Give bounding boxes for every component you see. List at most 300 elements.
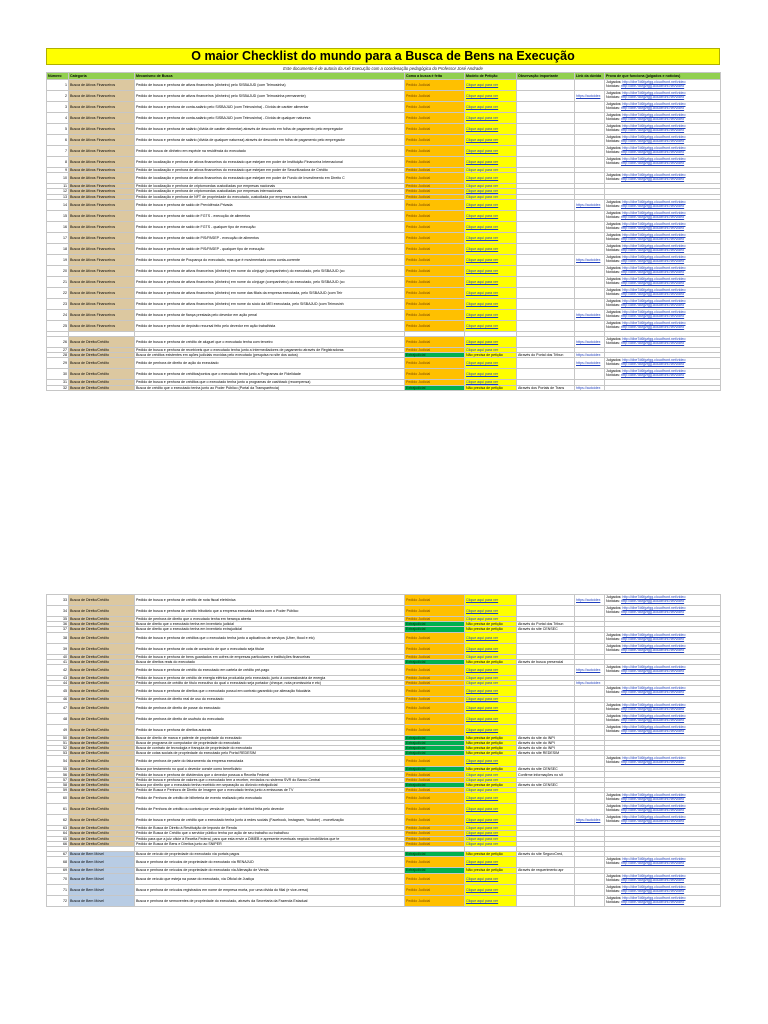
row-mechanism: Pedido de busca e penhora de valores que o executado tem a receber, enviados no sistema SVR do Banco Central [135, 777, 405, 782]
row-observation [517, 135, 575, 146]
row-number: 45 [47, 686, 69, 697]
row-mechanism: Pedido de busca e penhora de ativos financeiros (dinheiro) em nome do cônjuge (companheiro) do executado, pelo SISBAJUD (co [135, 276, 405, 287]
row-category: Busca de Ativos Financeiros [69, 146, 135, 157]
row-method: Extrajudicial [405, 868, 465, 873]
doubt-link[interactable]: https://autoidex [575, 91, 605, 102]
proof-label: Notícias: [606, 717, 620, 722]
petition-model-link[interactable]: Clique aqui para ver [465, 80, 517, 91]
doubt-link [575, 265, 605, 276]
row-number: 11 [47, 184, 69, 189]
petition-model-link[interactable]: Clique aqui para ver [465, 232, 517, 243]
row-method: Pedido Judicial [405, 606, 465, 617]
proof-link[interactable]: http://dbe7d6fgzfgg.cloudfront.net/video [620, 668, 685, 673]
proof-link[interactable]: http://dbe7d6fgzfgg.cloudfront.net/video [622, 756, 686, 761]
row-mechanism: Pedido de busca e penhora de crédito tributário que a empresa executada tenha com o Poder Público [135, 606, 405, 617]
petition-model-link[interactable]: Clique aqui para ver [465, 826, 517, 831]
proof-link[interactable]: http://dbe7d6fgzfgg.cloudfront.net/video [620, 728, 685, 733]
proof-link[interactable]: http://dbe7d6fgzfgg.cloudfront.net/video [622, 254, 686, 259]
proof-link[interactable]: http://dbe7d6fgzfgg.cloudfront.net/video [620, 819, 685, 824]
row-observation [517, 287, 575, 298]
proof-link[interactable]: http://dbe7d6fgzfgg.cloudfront.net/video [622, 298, 686, 303]
proof-link[interactable]: http://dbe7d6fgzfgg.cloudfront.net/video [622, 686, 686, 691]
doubt-link[interactable]: https://autoidex [575, 595, 605, 606]
proof-links [605, 243, 721, 254]
proof-label: Notícias: [606, 808, 620, 813]
petition-model-link[interactable]: Clique aqui para ver [465, 681, 517, 686]
proof-link[interactable]: http://dbe7d6fgzfgg.cloudfront.net/video [622, 80, 686, 85]
row-observation [517, 146, 575, 157]
proof-link[interactable]: http://dbe7d6fgzfgg.cloudfront.net/video [620, 877, 685, 882]
proof-label: Julgados: [606, 713, 622, 718]
proof-link[interactable]: http://dbe7d6fgzfgg.cloudfront.net/video [622, 173, 686, 178]
petition-model-link[interactable]: Clique aqui para ver [465, 91, 517, 102]
petition-model-link[interactable]: Clique aqui para ver [465, 595, 517, 606]
petition-model-link[interactable]: Clique aqui para ver [465, 199, 517, 210]
doubt-link[interactable]: https://autoidex [575, 254, 605, 265]
proof-label: Julgados: [606, 686, 622, 691]
doubt-link[interactable]: https://autoidex [575, 385, 605, 390]
proof-line-noticias [606, 730, 719, 734]
row-number: 16 [47, 221, 69, 232]
row-method: Pedido Judicial [405, 80, 465, 91]
doubt-link[interactable]: https://autoidex [575, 199, 605, 210]
petition-model-link[interactable]: Clique aqui para ver [465, 654, 517, 659]
row-number: 66 [47, 841, 69, 846]
row-number: 24 [47, 309, 69, 320]
row-mechanism: Busca de direito de marca e patente de propriedade do executado [135, 735, 405, 740]
row-observation [517, 606, 575, 617]
petition-model-status: Não precisa de petição [465, 868, 517, 873]
header-row [47, 73, 721, 80]
proof-link[interactable]: http://dbe7d6fgzfgg.cloudfront.net/video [620, 203, 685, 208]
proof-line-noticias [606, 719, 719, 723]
row-category: Busca de Direito/Crédito [69, 675, 135, 680]
row-category: Busca de Direito/Crédito [69, 606, 135, 617]
proof-link[interactable]: http://dbe7d6fgzfgg.cloudfront.net/video [622, 276, 686, 281]
petition-model-link[interactable]: Clique aqui para ver [465, 146, 517, 157]
row-number: 26 [47, 336, 69, 347]
proof-link[interactable]: http://dbe7d6fgzfgg.cloudfront.net/video [620, 647, 685, 652]
doubt-link[interactable]: https://autoidex [575, 309, 605, 320]
row-number: 29 [47, 358, 69, 369]
proof-link[interactable]: http://dbe7d6fgzfgg.cloudfront.net/video [620, 280, 685, 285]
row-observation [517, 157, 575, 168]
proof-link[interactable]: http://dbe7d6fgzfgg.cloudfront.net/video [620, 247, 685, 252]
row-category: Busca de Ativos Financeiros [69, 91, 135, 102]
petition-model-link[interactable]: Clique aqui para ver [465, 243, 517, 254]
proof-link[interactable]: http://dbe7d6fgzfgg.cloudfront.net/video [620, 214, 685, 219]
petition-model-link[interactable]: Clique aqui para ver [465, 320, 517, 331]
header-numero: Número [47, 73, 69, 80]
petition-model-link[interactable]: Clique aqui para ver [465, 724, 517, 735]
row-category: Busca de Direito/Crédito [69, 782, 135, 787]
petition-model-link[interactable]: Clique aqui para ver [465, 793, 517, 804]
proof-link[interactable]: http://dbe7d6fgzfgg.cloudfront.net/video [620, 899, 685, 904]
header-modelo: Modelo de Petição [465, 73, 517, 80]
table-row [47, 221, 721, 232]
row-number: 20 [47, 265, 69, 276]
proof-links [605, 102, 721, 113]
proof-link[interactable]: http://dbe7d6fgzfgg.cloudfront.net/video [620, 161, 685, 165]
petition-model-link[interactable]: Clique aqui para ver [465, 772, 517, 777]
page-subtitle: Este documento é de autoria da Axé Execução com a coordenação pedagógica do Professor José Andrade [283, 66, 483, 71]
proof-link[interactable]: http://dbe7d6fgzfgg.cloudfront.net/video [622, 358, 686, 363]
proof-link[interactable]: http://dbe7d6fgzfgg.cloudfront.net/video [620, 177, 685, 182]
proof-link[interactable]: http://dbe7d6fgzfgg.cloudfront.net/video [622, 320, 686, 325]
proof-link[interactable]: http://dbe7d6fgzfgg.cloudfront.net/video [620, 95, 685, 99]
row-category: Busca de Ativos Financeiros [69, 287, 135, 298]
proof-link[interactable]: http://dbe7d6fgzfgg.cloudfront.net/video [622, 804, 686, 809]
petition-model-link[interactable]: Clique aqui para ver [465, 777, 517, 782]
row-category: Busca de Ativos Financeiros [69, 199, 135, 210]
row-observation [517, 265, 575, 276]
row-method: Pedido Judicial [405, 686, 465, 697]
proof-link[interactable]: http://dbe7d6fgzfgg.cloudfront.net/video [622, 102, 686, 107]
row-number: 7 [47, 146, 69, 157]
row-mechanism: Busca por direito que o executado tenha recebido em separação ou divórcio extrajudicial [135, 782, 405, 787]
row-number: 39 [47, 643, 69, 654]
petition-model-link[interactable]: Clique aqui para ver [465, 276, 517, 287]
row-method: Pedido Judicial [405, 173, 465, 184]
proof-label: Notícias: [606, 247, 620, 252]
proof-link[interactable]: http://dbe7d6fgzfgg.cloudfront.net/video [620, 362, 685, 367]
proof-link[interactable]: http://dbe7d6fgzfgg.cloudfront.net/video [622, 265, 686, 270]
petition-model-link[interactable]: Clique aqui para ver [465, 358, 517, 369]
proof-line-noticias [606, 342, 719, 346]
row-mechanism: Pedido de busca e penhora de saldo de PIS/PASEP - qualquer tipo de execução [135, 243, 405, 254]
petition-model-link[interactable]: Clique aqui para ver [465, 884, 517, 895]
row-observation [517, 857, 575, 868]
petition-model-link[interactable]: Clique aqui para ver [465, 788, 517, 793]
proof-label: Notícias: [606, 150, 620, 154]
proof-link[interactable]: http://dbe7d6fgzfgg.cloudfront.net/video [622, 702, 686, 707]
proof-link[interactable]: http://dbe7d6fgzfgg.cloudfront.net/video [620, 636, 685, 641]
proof-links [605, 857, 721, 868]
row-mechanism: Busca e penhora de veículos de propriedade do executado via Alienação de Venda [135, 868, 405, 873]
table-row [47, 124, 721, 135]
petition-model-link[interactable]: Clique aqui para ver [465, 157, 517, 168]
doubt-link [575, 895, 605, 906]
petition-model-link[interactable]: Clique aqui para ver [465, 369, 517, 380]
petition-model-link[interactable]: Clique aqui para ver [465, 606, 517, 617]
row-method: Extrajudicial [405, 659, 465, 664]
row-number: 62 [47, 815, 69, 826]
proof-link[interactable]: http://dbe7d6fgzfgg.cloudfront.net/video [622, 884, 686, 889]
checklist-table-1 [46, 72, 721, 391]
proof-label: Notícias: [606, 610, 620, 614]
proof-line-noticias [606, 140, 719, 144]
proof-link[interactable]: http://dbe7d6fgzfgg.cloudfront.net/video [620, 302, 685, 307]
petition-model-link[interactable]: Clique aqui para ver [465, 135, 517, 146]
petition-model-status: Não precisa de petição [465, 735, 517, 740]
proof-link[interactable]: http://dbe7d6fgzfgg.cloudfront.net/video [620, 808, 685, 813]
proof-link[interactable]: http://dbe7d6fgzfgg.cloudfront.net/video [620, 373, 685, 378]
petition-model-link[interactable]: Clique aqui para ver [465, 210, 517, 221]
petition-model-link[interactable]: Clique aqui para ver [465, 287, 517, 298]
petition-model-link[interactable]: Clique aqui para ver [465, 702, 517, 713]
row-category: Busca de Direito/Crédito [69, 804, 135, 815]
doubt-link [575, 157, 605, 168]
proof-link[interactable]: http://dbe7d6fgzfgg.cloudfront.net/video [620, 84, 685, 88]
proof-label: Notícias: [606, 899, 620, 904]
row-method: Pedido Judicial [405, 654, 465, 659]
header-mecanismo: Mecanismo de Busca [135, 73, 405, 80]
petition-model-link[interactable]: Clique aqui para ver [465, 686, 517, 697]
proof-link[interactable]: http://dbe7d6fgzfgg.cloudfront.net/video [622, 873, 686, 878]
row-number: 2 [47, 91, 69, 102]
proof-line-noticias [606, 118, 719, 122]
petition-model-status: Não precisa de petição [465, 740, 517, 745]
doubt-link [575, 804, 605, 815]
proof-link[interactable]: http://dbe7d6fgzfgg.cloudfront.net/video [620, 861, 685, 866]
doubt-link [575, 643, 605, 654]
doubt-link[interactable]: https://autoidex [575, 681, 605, 686]
row-observation [517, 713, 575, 724]
row-method: Pedido Judicial [405, 168, 465, 173]
petition-model-link[interactable]: Clique aqui para ver [465, 194, 517, 199]
proof-link[interactable]: http://dbe7d6fgzfgg.cloudfront.net/video [622, 793, 686, 798]
proof-link[interactable]: http://dbe7d6fgzfgg.cloudfront.net/video [622, 595, 686, 600]
page-title: O maior Checklist do mundo para a Busca de Bens na Execução [46, 48, 720, 65]
proof-link[interactable]: http://dbe7d6fgzfgg.cloudfront.net/video [620, 706, 685, 711]
row-category: Busca de Direito/Crédito [69, 385, 135, 390]
doubt-link[interactable]: https://autoidex [575, 815, 605, 826]
row-method: Pedido Judicial [405, 664, 465, 675]
proof-link[interactable]: http://dbe7d6fgzfgg.cloudfront.net/video [620, 258, 685, 263]
row-observation [517, 199, 575, 210]
petition-model-link[interactable]: Clique aqui para ver [465, 380, 517, 385]
row-number: 63 [47, 826, 69, 831]
proof-line-noticias [606, 879, 719, 883]
row-mechanism: Pedido de busca e penhora de fiança prestada pelo devedor em ação penal [135, 309, 405, 320]
petition-model-link[interactable]: Clique aqui para ver [465, 173, 517, 184]
proof-link[interactable]: http://dbe7d6fgzfgg.cloudfront.net/video [622, 309, 686, 314]
table-row [47, 385, 721, 390]
petition-model-link[interactable]: Clique aqui para ver [465, 643, 517, 654]
petition-model-link[interactable]: Clique aqui para ver [465, 124, 517, 135]
proof-link[interactable]: http://dbe7d6fgzfgg.cloudfront.net/video [622, 124, 686, 129]
doubt-link[interactable]: https://autoidex [575, 336, 605, 347]
proof-link[interactable]: http://dbe7d6fgzfgg.cloudfront.net/video [622, 337, 686, 342]
proof-link[interactable]: http://dbe7d6fgzfgg.cloudfront.net/video [622, 895, 686, 900]
proof-link[interactable]: http://dbe7d6fgzfgg.cloudfront.net/video [622, 665, 686, 670]
proof-link[interactable]: http://dbe7d6fgzfgg.cloudfront.net/video [622, 643, 686, 648]
row-mechanism: Pedido de busca e penhora de crédito do executado em cartela de crédito pré-pago [135, 664, 405, 675]
table-row [47, 232, 721, 243]
petition-model-link[interactable]: Clique aqui para ver [465, 713, 517, 724]
proof-link[interactable]: http://dbe7d6fgzfgg.cloudfront.net/video [620, 139, 685, 143]
row-observation [517, 243, 575, 254]
proof-link[interactable]: http://dbe7d6fgzfgg.cloudfront.net/video [620, 760, 685, 765]
row-observation [517, 254, 575, 265]
petition-model-link[interactable]: Clique aqui para ver [465, 113, 517, 124]
petition-model-status: Não precisa de petição [465, 751, 517, 756]
row-number: 23 [47, 298, 69, 309]
proof-link[interactable]: http://dbe7d6fgzfgg.cloudfront.net/video [622, 369, 686, 374]
doubt-link[interactable]: https://autoidex [575, 358, 605, 369]
proof-link[interactable]: http://dbe7d6fgzfgg.cloudfront.net/video [620, 717, 685, 722]
row-observation [517, 369, 575, 380]
petition-model-link[interactable]: Clique aqui para ver [465, 168, 517, 173]
row-category: Busca de Direito/Crédito [69, 713, 135, 724]
petition-model-link[interactable]: Clique aqui para ver [465, 347, 517, 352]
proof-link[interactable]: http://dbe7d6fgzfgg.cloudfront.net/video [622, 606, 686, 611]
proof-link[interactable]: http://dbe7d6fgzfgg.cloudfront.net/video [622, 113, 686, 118]
proof-label: Notícias: [606, 636, 620, 641]
petition-model-link[interactable]: Clique aqui para ver [465, 697, 517, 702]
proof-link[interactable]: http://dbe7d6fgzfgg.cloudfront.net/video [620, 128, 685, 132]
proof-link[interactable]: http://dbe7d6fgzfgg.cloudfront.net/video [620, 324, 685, 329]
proof-link[interactable]: http://dbe7d6fgzfgg.cloudfront.net/video [622, 713, 686, 718]
proof-link[interactable]: http://dbe7d6fgzfgg.cloudfront.net/video [622, 857, 686, 862]
proof-link[interactable]: http://dbe7d6fgzfgg.cloudfront.net/video [622, 199, 686, 204]
proof-line-noticias [606, 216, 719, 220]
proof-links [605, 606, 721, 617]
row-category: Busca de Ativos Financeiros [69, 298, 135, 309]
proof-link[interactable]: http://dbe7d6fgzfgg.cloudfront.net/video [620, 313, 685, 318]
petition-model-link[interactable]: Clique aqui para ver [465, 102, 517, 113]
doubt-link [575, 686, 605, 697]
proof-link[interactable]: http://dbe7d6fgzfgg.cloudfront.net/video [622, 157, 686, 162]
petition-model-link[interactable]: Clique aqui para ver [465, 831, 517, 836]
proof-link[interactable]: http://dbe7d6fgzfgg.cloudfront.net/video [622, 724, 686, 729]
row-category: Busca de Ativos Financeiros [69, 102, 135, 113]
proof-links [605, 895, 721, 906]
row-category: Busca de Direito/Crédito [69, 826, 135, 831]
proof-label: Julgados: [606, 665, 622, 670]
row-category: Busca de Direito/Crédito [69, 831, 135, 836]
proof-label: Julgados: [606, 895, 622, 900]
table-row [47, 254, 721, 265]
petition-model-link[interactable]: Clique aqui para ver [465, 184, 517, 189]
checklist-table-2 [46, 594, 721, 907]
petition-model-link[interactable]: Clique aqui para ver [465, 254, 517, 265]
petition-model-link[interactable]: Clique aqui para ver [465, 632, 517, 643]
row-number: 34 [47, 606, 69, 617]
petition-model-status: Não precisa de petição [465, 627, 517, 632]
proof-link[interactable]: http://dbe7d6fgzfgg.cloudfront.net/video [620, 888, 685, 893]
proof-link[interactable]: http://dbe7d6fgzfgg.cloudfront.net/video [622, 221, 686, 226]
petition-model-link[interactable]: Clique aqui para ver [465, 617, 517, 622]
petition-model-link[interactable]: Clique aqui para ver [465, 873, 517, 884]
proof-link[interactable]: http://dbe7d6fgzfgg.cloudfront.net/video [620, 690, 685, 695]
row-number: 56 [47, 772, 69, 777]
row-category: Busca de Direito/Crédito [69, 836, 135, 841]
proof-link[interactable]: http://dbe7d6fgzfgg.cloudfront.net/video [620, 117, 685, 121]
proof-label: Notícias: [606, 728, 620, 733]
petition-model-link[interactable]: Clique aqui para ver [465, 756, 517, 767]
proof-link[interactable]: http://dbe7d6fgzfgg.cloudfront.net/video [620, 236, 685, 241]
petition-model-link[interactable]: Clique aqui para ver [465, 189, 517, 194]
proof-label: Notícias: [606, 291, 620, 296]
proof-link[interactable]: http://dbe7d6fgzfgg.cloudfront.net/video [620, 269, 685, 274]
petition-model-link[interactable]: Clique aqui para ver [465, 265, 517, 276]
row-mechanism: Busca e penhora de veículos registrados em nome de empresa morta, por uma dívida do filial (e vice-versa) [135, 884, 405, 895]
row-category: Busca de Bem Móvel [69, 857, 135, 868]
doubt-link[interactable]: https://autoidex [575, 664, 605, 675]
proof-links [605, 298, 721, 309]
petition-model-link[interactable]: Clique aqui para ver [465, 815, 517, 826]
proof-link[interactable]: http://dbe7d6fgzfgg.cloudfront.net/video [622, 135, 686, 140]
row-number: 53 [47, 751, 69, 756]
proof-link[interactable]: http://dbe7d6fgzfgg.cloudfront.net/video [622, 210, 686, 215]
petition-model-link[interactable]: Clique aqui para ver [465, 675, 517, 680]
petition-model-link[interactable]: Clique aqui para ver [465, 664, 517, 675]
row-category: Busca de Ativos Financeiros [69, 320, 135, 331]
row-observation [517, 210, 575, 221]
proof-label: Julgados: [606, 724, 622, 729]
petition-model-link[interactable]: Clique aqui para ver [465, 221, 517, 232]
proof-label: Julgados: [606, 102, 622, 107]
proof-label: Julgados: [606, 702, 622, 707]
petition-model-link[interactable]: Clique aqui para ver [465, 804, 517, 815]
table-row [47, 320, 721, 331]
row-category: Busca de Direito/Crédito [69, 793, 135, 804]
proof-link[interactable]: http://dbe7d6fgzfgg.cloudfront.net/video [620, 797, 685, 802]
row-method: Pedido Judicial [405, 309, 465, 320]
doubt-link[interactable]: https://autoidex [575, 353, 605, 358]
row-method: Pedido Judicial [405, 756, 465, 767]
proof-link[interactable]: http://dbe7d6fgzfgg.cloudfront.net/video [620, 291, 685, 296]
proof-link[interactable]: http://dbe7d6fgzfgg.cloudfront.net/video [620, 225, 685, 230]
proof-link[interactable]: http://dbe7d6fgzfgg.cloudfront.net/video [620, 150, 685, 154]
petition-model-link[interactable]: Clique aqui para ver [465, 857, 517, 868]
proof-link[interactable]: http://dbe7d6fgzfgg.cloudfront.net/video [620, 106, 685, 110]
table-row [47, 724, 721, 735]
proof-links [605, 873, 721, 884]
row-mechanism: Pedido de penhora de direito real de uso do executado [135, 697, 405, 702]
proof-link[interactable]: http://dbe7d6fgzfgg.cloudfront.net/video [622, 232, 686, 237]
proof-label: Julgados: [606, 210, 622, 215]
proof-line-noticias [606, 611, 719, 615]
row-mechanism: Pedido de penhora de direito que o executado tenha em herança aberta [135, 617, 405, 622]
table-row [47, 265, 721, 276]
proof-link[interactable]: http://dbe7d6fgzfgg.cloudfront.net/video [622, 287, 686, 292]
row-observation [517, 884, 575, 895]
proof-links [605, 91, 721, 102]
row-observation [517, 815, 575, 826]
proof-link[interactable]: http://dbe7d6fgzfgg.cloudfront.net/video [622, 632, 686, 637]
row-mechanism: Busca e penhora de semoventes de propriedade do executado, através da Secretaria da Fazenda Estadual [135, 895, 405, 906]
petition-model-link[interactable]: Clique aqui para ver [465, 841, 517, 846]
proof-label: Notícias: [606, 797, 620, 802]
proof-link[interactable]: http://dbe7d6fgzfgg.cloudfront.net/video [622, 91, 686, 96]
petition-model-link[interactable]: Clique aqui para ver [465, 309, 517, 320]
proof-line-noticias [606, 374, 719, 378]
proof-link[interactable]: http://dbe7d6fgzfgg.cloudfront.net/video [620, 599, 685, 603]
row-category: Busca de Direito/Crédito [69, 681, 135, 686]
petition-model-link[interactable]: Clique aqui para ver [465, 836, 517, 841]
row-number: 59 [47, 788, 69, 793]
proof-links [605, 385, 721, 390]
proof-label: Julgados: [606, 91, 622, 96]
proof-link[interactable]: http://dbe7d6fgzfgg.cloudfront.net/video [622, 243, 686, 248]
proof-links [605, 369, 721, 380]
proof-label: Notícias: [606, 302, 620, 307]
proof-link[interactable]: http://dbe7d6fgzfgg.cloudfront.net/video [620, 610, 685, 614]
petition-model-link[interactable]: Clique aqui para ver [465, 336, 517, 347]
table-row [47, 287, 721, 298]
proof-link[interactable]: http://dbe7d6fgzfgg.cloudfront.net/video [620, 340, 685, 345]
row-mechanism: Pedido de busca e penhora de bens guardados em cofres de empresas particulares e instituições financeiras [135, 654, 405, 659]
row-mechanism: Pedido de busca e penhora de dividendos que o devedor possua a Receita Federal [135, 772, 405, 777]
row-category: Busca de Direito/Crédito [69, 643, 135, 654]
petition-model-link[interactable]: Clique aqui para ver [465, 298, 517, 309]
proof-link[interactable]: http://dbe7d6fgzfgg.cloudfront.net/video [622, 146, 686, 151]
petition-model-link[interactable]: Clique aqui para ver [465, 895, 517, 906]
proof-link[interactable]: http://dbe7d6fgzfgg.cloudfront.net/video [622, 815, 686, 820]
proof-label: Julgados: [606, 595, 622, 600]
